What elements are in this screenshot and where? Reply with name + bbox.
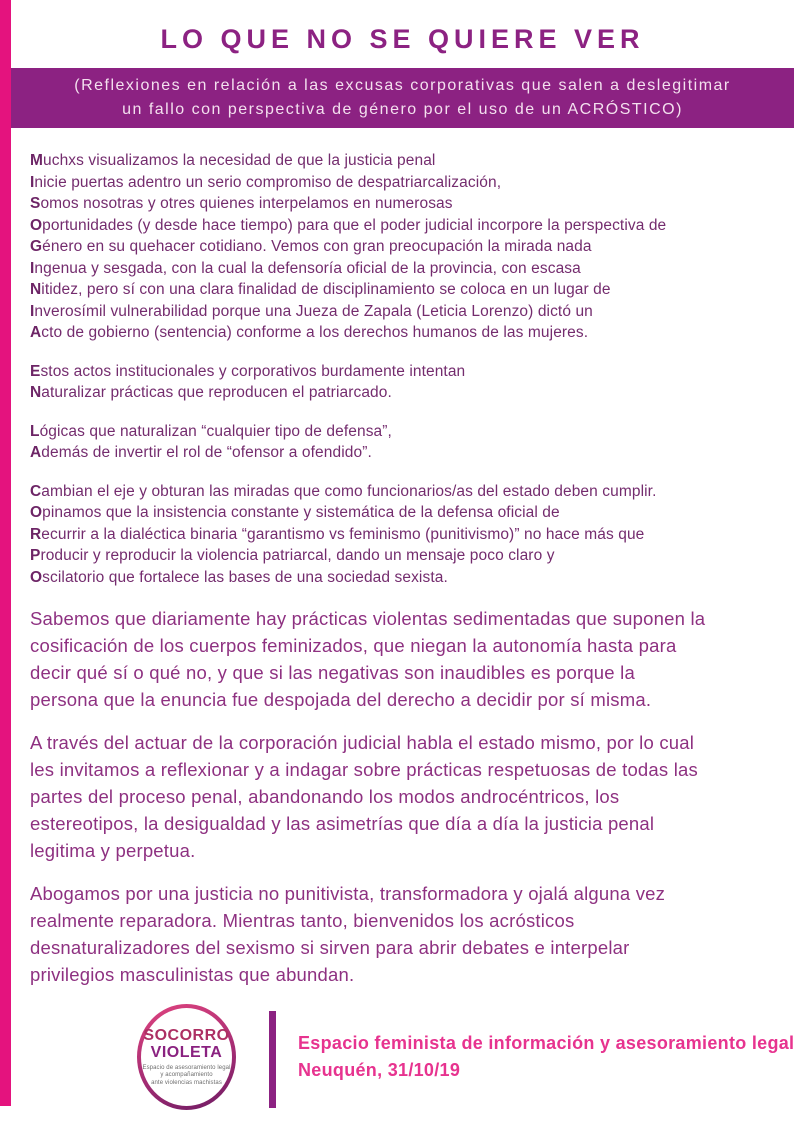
acrostic-paragraph-corpo: Cambian el eje y obturan las miradas que como funcionarios/as del estado deben cumplir. Opinamos que la insistencia constante y sistemática de la defensa oficial de Recurrir a la dialéctica binaria “garantismo vs feminismo (punitivismo)” no hace más que Producir y reproducir la violencia patriarcal, dando un mensaje poco claro y Oscilatorio que fortalece las bases de una sociedad sexista. xyxy=(30,482,657,586)
logo-name-violeta: VIOLETA xyxy=(150,1043,223,1061)
footer-divider-bar xyxy=(269,1011,276,1108)
paragraph-a-traves: A través del actuar de la corporación judicial habla el estado mismo, por lo cual les invitamos a reflexionar y a indagar sobre prácticas respetuosas de todas las partes del proceso penal, abandonando los modos androcéntricos, los estereotipos, la desigualdad y las asimetrías que día a día la justicia penal legitima y perpetua. xyxy=(30,732,698,861)
acrostic-paragraph-en: Estos actos institucionales y corporativos burdamente intentan Naturalizar prácticas que reproducen el patriarcado. xyxy=(30,362,466,401)
footer-info-line1: Espacio feminista de información y asesoramiento legal xyxy=(298,1033,794,1053)
page-title: LO QUE NO SE QUIERE VER xyxy=(160,24,645,54)
footer-info xyxy=(298,1004,794,1084)
logo-inner-circle xyxy=(141,1008,232,1106)
paragraph-sabemos: Sabemos que diariamente hay prácticas violentas sedimentadas que suponen la cosificación de los cuerpos feminizados, que niegan la autonomía hasta para decir qué sí o qué no, y que si las negativas son inaudibles es porque la persona que la enuncia fue despojada del derecho a decidir por sí misma. xyxy=(30,608,706,710)
subtitle-banner-text: (Reflexiones en relación a las excusas corporativas que salen a deslegitimar un fallo con perspectiva de género por el uso de un ACRÓSTICO) xyxy=(74,77,731,118)
logo-tagline: Espacio de asesoramiento legal y acompañamiento ante violencias machistas xyxy=(142,1064,231,1086)
paragraph-abogamos: Abogamos por una justicia no punitivista, transformadora y ojalá alguna vez realmente reparadora. Mientras tanto, bienvenidos los acrósticos desnaturalizadores del sexismo si sirven para abrir debates e interpelar privilegios masculinistas que abundan. xyxy=(30,883,666,985)
socorro-violeta-logo xyxy=(137,1004,236,1110)
left-accent-stripe xyxy=(0,0,11,1106)
logo-name-socorro: SOCORRO xyxy=(143,1026,230,1044)
acrostic-paragraph-la: Lógicas que naturalizan “cualquier tipo de defensa”, Además de invertir el rol de “ofensor a ofendido”. xyxy=(30,422,392,461)
body-content xyxy=(30,150,772,988)
footer xyxy=(137,1004,794,1110)
subtitle-banner xyxy=(11,68,794,128)
acrostic-paragraph-misoginia: Muchxs visualizamos la necesidad de que la justicia penal Inicie puertas adentro un serio compromiso de despatriarcalización, Somos nosotras y otres quienes interpelamos en numerosas Oportunidades (y desde hace tiempo) para que el poder judicial incorpore la perspectiva de Género en su quehacer cotidiano. Vemos con gran preocupación la mirada nada Ingenua y sesgada, con la cual la defensoría oficial de la provincia, con escasa Nitidez, pero sí con una clara finalidad de disciplinamiento se coloca en un lugar de Inverosímil vulnerabilidad porque una Jueza de Zapala (Leticia Lorenzo) dictó un Acto de gobierno (sentencia) conforme a los derechos humanos de las mujeres. xyxy=(30,152,667,341)
footer-info-line2: Neuquén, 31/10/19 xyxy=(298,1060,461,1080)
